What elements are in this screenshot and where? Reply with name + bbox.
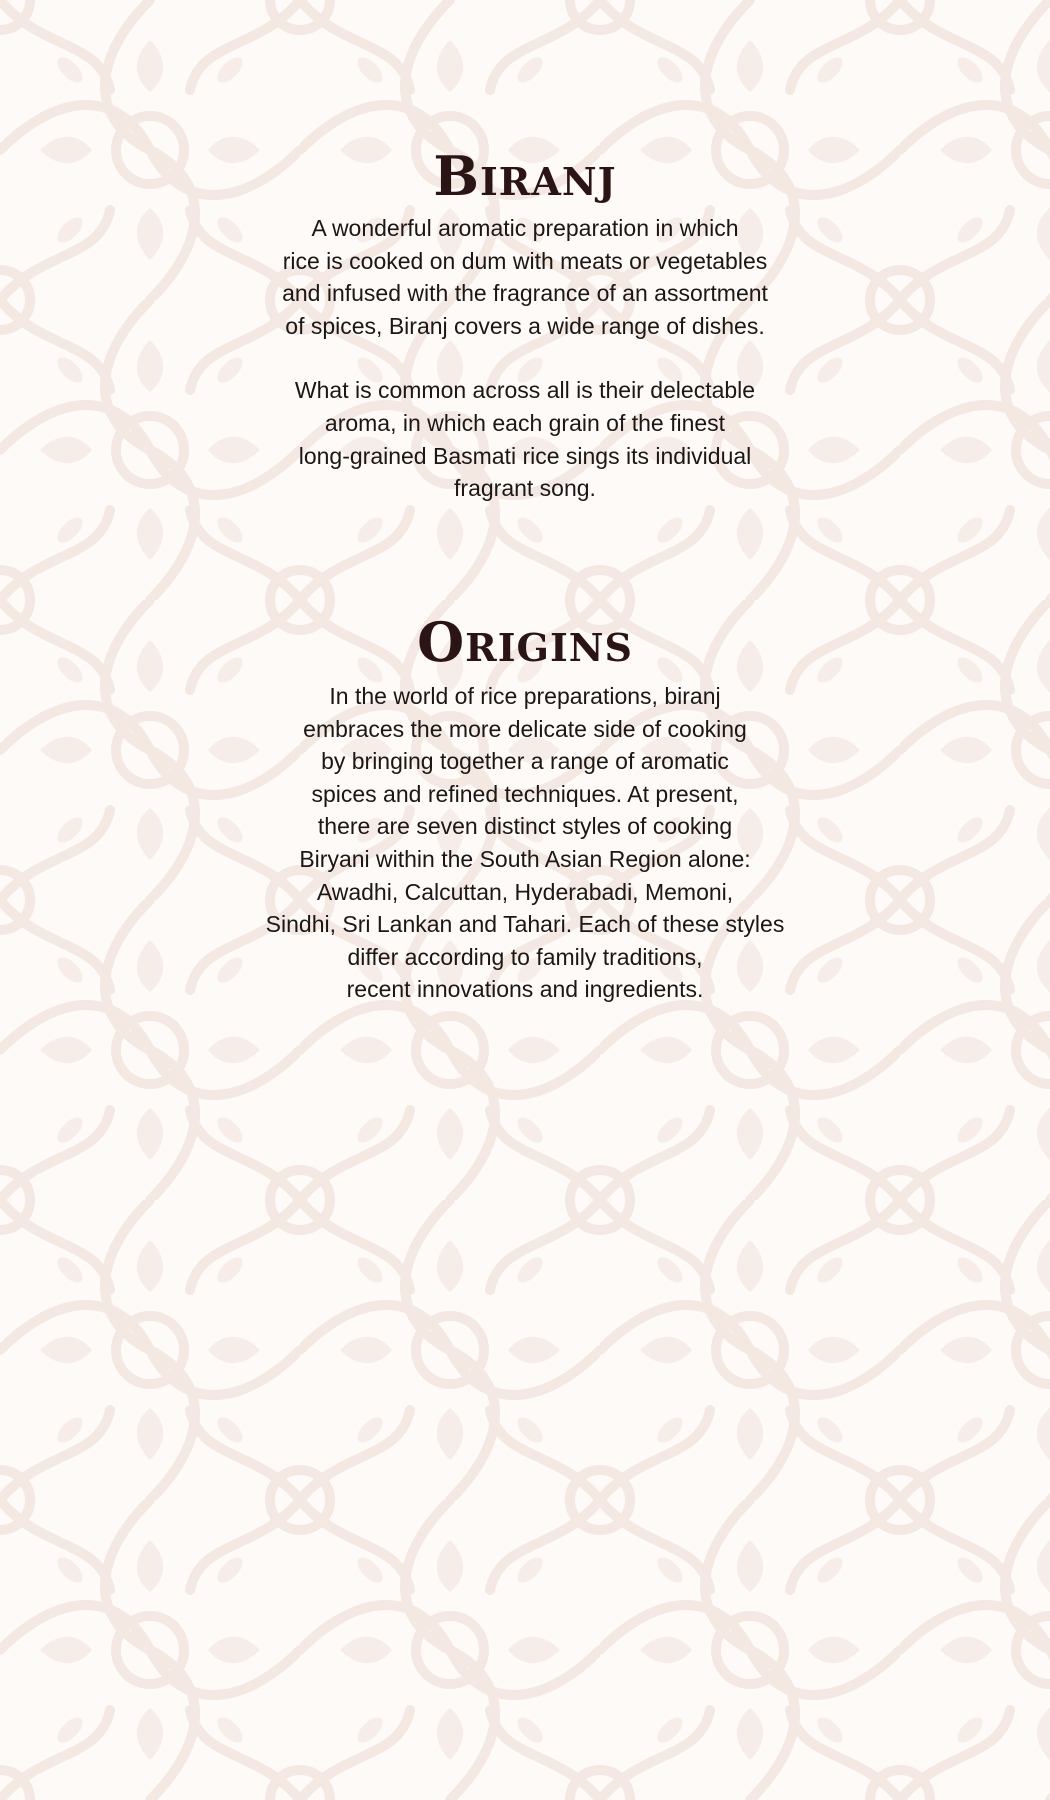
origins-title: Origins xyxy=(417,610,633,674)
origins-paragraph: In the world of rice preparations, biranj embraces the more delicate side of cooking by bringing together a range of aromatic spices and refined techniques. At present, there are seven distinct styles of cooking Biryani within the South Asian Region alone: Awadhi, Calcuttan, Hyderabadi, Memoni, Sindhi, Sri Lankan and Tahari. Each of these styles differ according to family traditions, recent innovations and ingredients. xyxy=(265,683,785,1003)
biranj-description-paragraph: A wonderful aromatic preparation in which rice is cooked on dum with meats or vegetables and infused with the fragrance of an assortment of spices, Biranj covers a wide range of dishes. xyxy=(282,215,768,339)
origins-section xyxy=(205,612,845,1006)
biranj-section xyxy=(205,146,845,505)
biranj-aroma-paragraph: What is common across all is their delectable aroma, in which each grain of the finest long-grained Basmati rice sings its individual fragrant song. xyxy=(294,377,756,502)
biranj-title: Biranj xyxy=(433,144,617,208)
